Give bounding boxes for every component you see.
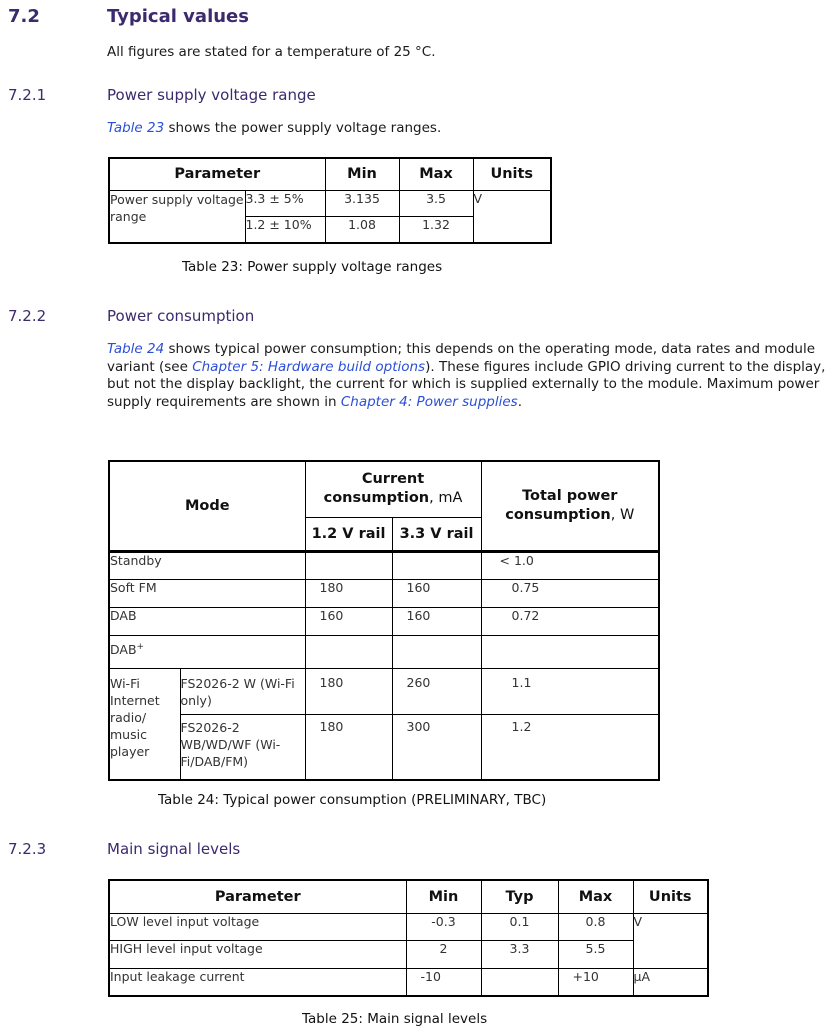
header-rail-12: 1.2 V rail [305, 517, 392, 551]
max-cell: 5.5 [558, 940, 633, 968]
rail12-cell [305, 635, 392, 668]
units-cell: μA [633, 968, 708, 996]
header-max: Max [558, 880, 633, 913]
max-cell: +10 [558, 968, 633, 996]
chapter-5-link[interactable]: Chapter 5: Hardware build options [192, 358, 426, 375]
section-title: Typical values [107, 6, 249, 27]
header-typ: Typ [481, 880, 558, 913]
rail33-cell: 160 [392, 607, 481, 635]
header-parameter: Parameter [109, 880, 406, 913]
header-max: Max [399, 158, 473, 190]
table-24-link[interactable]: Table 24 [107, 341, 165, 357]
header-mode: Mode [109, 461, 305, 551]
units-cell: V [473, 190, 551, 243]
table-24-caption: Table 24: Typical power consumption (PRELIMINARY, TBC) [158, 792, 547, 808]
variant-cell: 1.2 ± 10% [245, 216, 325, 243]
header-total-bold: Total power consumption [505, 487, 618, 523]
header-min: Min [325, 158, 399, 190]
paragraph-722-text-1: shows typical power consumption; this depends on the operating mode, data rates and module variant (see [107, 341, 816, 375]
section-number: 7.2 [8, 6, 40, 27]
rail33-cell: 260 [392, 668, 481, 714]
rail12-cell: 180 [305, 579, 392, 607]
mode-dab-plus-sup: + [136, 641, 145, 652]
mode-cell: Standby [109, 551, 305, 579]
max-cell: 0.8 [558, 913, 633, 940]
param-power-supply: Power supply voltage range [109, 190, 245, 243]
chapter-4-link[interactable]: Chapter 4: Power supplies [340, 393, 518, 410]
header-units: Units [473, 158, 551, 190]
rail33-cell [392, 551, 481, 579]
rail33-cell [392, 635, 481, 668]
total-cell: 0.75 [481, 579, 659, 607]
parameter-cell: Input leakage current [109, 968, 406, 996]
subsection-title-723: Main signal levels [107, 840, 241, 858]
typ-cell: 0.1 [481, 913, 558, 940]
mode-cell: Soft FM [109, 579, 305, 607]
rail33-cell: 160 [392, 579, 481, 607]
paragraph-722-text-3: . [517, 393, 523, 410]
rail12-cell: 180 [305, 668, 392, 714]
main-signal-levels-table [108, 879, 709, 997]
paragraph-721 [107, 120, 441, 138]
table-23-caption: Table 23: Power supply voltage ranges [182, 259, 443, 275]
header-current-bold: Current consumption [323, 471, 430, 507]
header-rail-33: 3.3 V rail [392, 517, 481, 551]
header-min: Min [406, 880, 481, 913]
power-consumption-table [108, 460, 660, 781]
min-cell: 3.135 [325, 190, 399, 216]
units-cell: V [633, 913, 708, 968]
section-intro: All figures are stated for a temperature of 25 °C. [107, 44, 436, 60]
min-cell: -0.3 [406, 913, 481, 940]
total-cell: 0.72 [481, 607, 659, 635]
parameter-cell: HIGH level input voltage [109, 940, 406, 968]
header-total-power [481, 461, 659, 551]
rail12-cell: 160 [305, 607, 392, 635]
min-cell: -10 [406, 968, 481, 996]
group-wifi-label: Wi-Fi Internet radio/ music player [109, 668, 180, 780]
paragraph-722-text-2: ). These figures include GPIO driving current to the display, but not the display backlight, the current for which is supplied externally to the module. Maximum power supply requirements are shown in [107, 358, 826, 410]
parameter-cell: LOW level input voltage [109, 913, 406, 940]
rail12-cell [305, 551, 392, 579]
paragraph-722 [107, 341, 829, 411]
subsection-number-721: 7.2.1 [8, 86, 47, 104]
total-cell: 1.2 [481, 714, 659, 780]
power-supply-voltage-table [108, 157, 552, 244]
subsection-title-722: Power consumption [107, 307, 255, 325]
rail33-cell: 300 [392, 714, 481, 780]
subsection-number-722: 7.2.2 [8, 307, 47, 325]
min-cell: 2 [406, 940, 481, 968]
header-units: Units [633, 880, 708, 913]
header-total-unit: , W [610, 506, 635, 523]
mode-cell [109, 635, 305, 668]
paragraph-721-text: shows the power supply voltage ranges. [164, 120, 442, 136]
header-current-unit: , mA [429, 490, 463, 507]
typ-cell: 3.3 [481, 940, 558, 968]
variant-cell: FS2026-2 WB/WD/WF (Wi-Fi/DAB/FM) [180, 714, 305, 780]
table-23-link[interactable]: Table 23 [107, 120, 165, 136]
variant-cell: FS2026-2 W (Wi-Fi only) [180, 668, 305, 714]
subsection-number-723: 7.2.3 [8, 840, 47, 858]
mode-cell: DAB [109, 607, 305, 635]
header-current-consumption [305, 461, 481, 517]
mode-dab-plus-label: DAB [110, 641, 137, 657]
total-cell: 1.1 [481, 668, 659, 714]
typ-cell [481, 968, 558, 996]
header-parameter: Parameter [109, 158, 325, 190]
subsection-title-721: Power supply voltage range [107, 86, 316, 104]
total-cell [481, 635, 659, 668]
total-cell: < 1.0 [481, 551, 659, 579]
max-cell: 1.32 [399, 216, 473, 243]
min-cell: 1.08 [325, 216, 399, 243]
table-25-caption: Table 25: Main signal levels [302, 1011, 488, 1027]
max-cell: 3.5 [399, 190, 473, 216]
rail12-cell: 180 [305, 714, 392, 780]
variant-cell: 3.3 ± 5% [245, 190, 325, 216]
